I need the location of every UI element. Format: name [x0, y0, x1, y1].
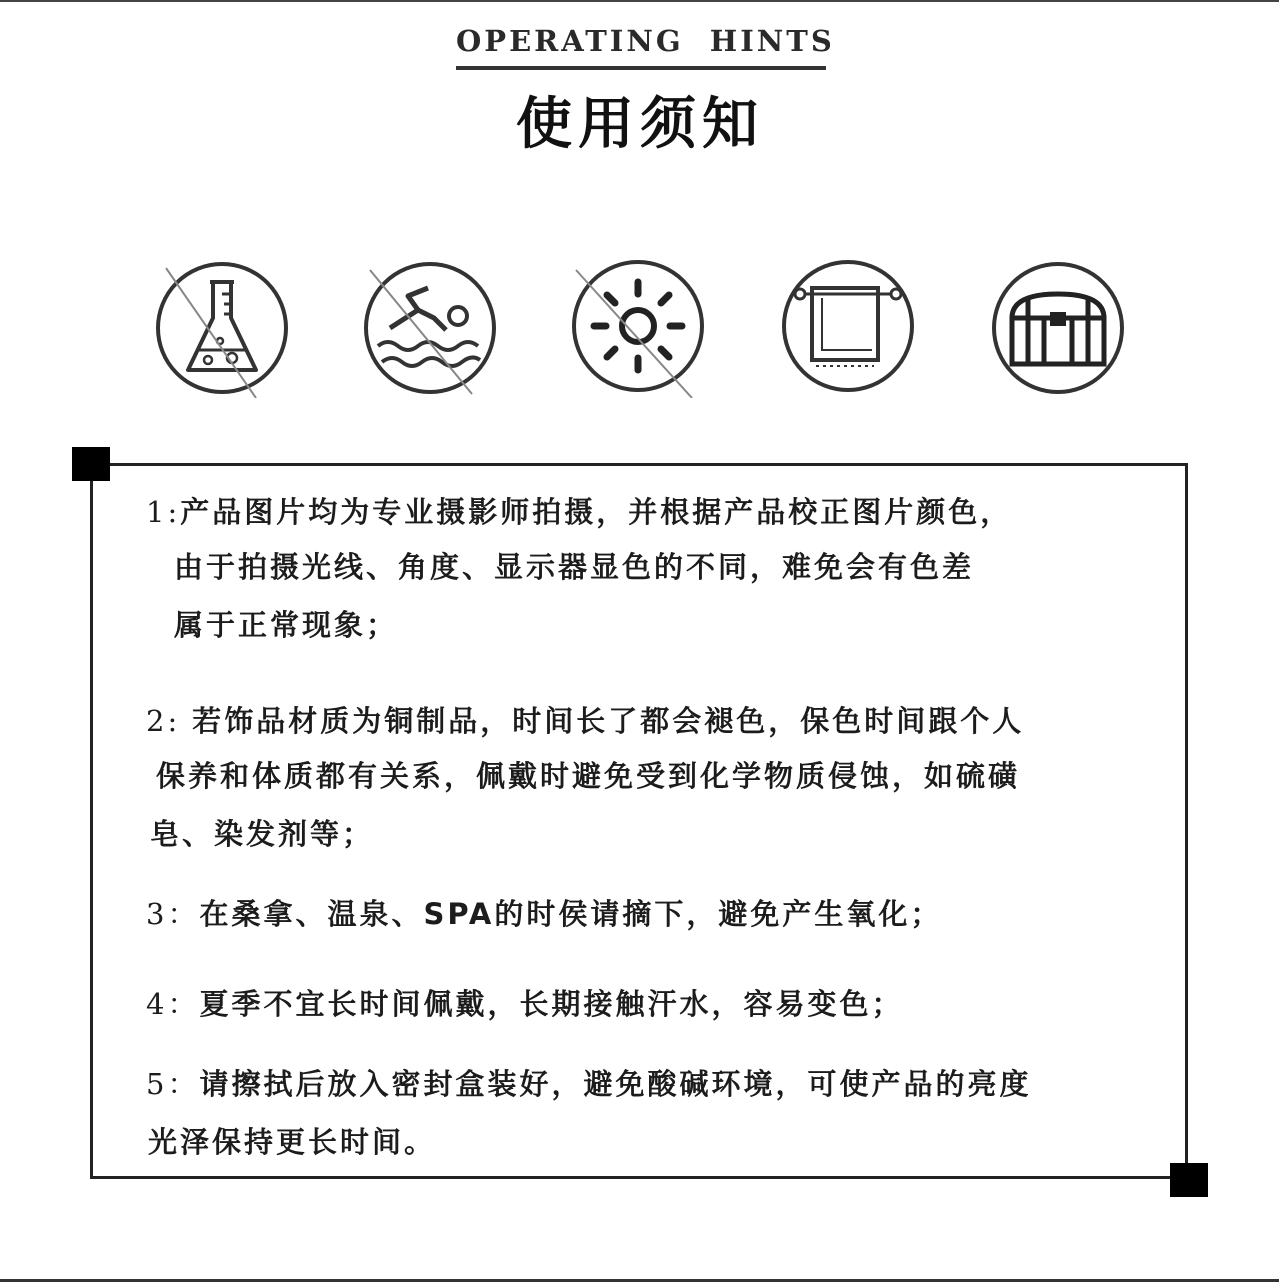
note-5-number: 5： [146, 1067, 200, 1101]
header-title-en: OPERATING HINTS [456, 24, 835, 58]
bottom-border [0, 1279, 1279, 1282]
note-4-line-1: 4：夏季不宜长时间佩戴，长期接触汗水，容易变色； [146, 987, 904, 1021]
note-1-line-3: 属于正常现象； [174, 608, 399, 642]
note-5-line-2: 光泽保持更长时间。 [148, 1125, 437, 1159]
note-3-number: 3： [146, 897, 200, 931]
header-divider [456, 66, 826, 70]
note-5-line-1: 5：请擦拭后放入密封盒装好，避免酸碱环境，可使产品的亮度 [146, 1067, 1032, 1101]
note-1-number: 1: [146, 495, 181, 529]
towel-wipe-icon [778, 258, 918, 398]
storage-box-icon [988, 258, 1128, 398]
no-sunlight-icon [568, 258, 708, 398]
no-chemicals-icon [152, 258, 292, 398]
note-2-number: 2: [146, 704, 181, 738]
note-3-line-1: 3：在桑拿、温泉、SPA的时侯请摘下，避免产生氧化； [146, 897, 943, 931]
note-4-number: 4： [146, 987, 200, 1021]
note-2-line-3: 皂、染发剂等； [150, 817, 375, 851]
corner-marker-bottom-right [1170, 1163, 1208, 1197]
note-1-line-1: 1:产品图片均为专业摄影师拍摄，并根据产品校正图片颜色， [146, 495, 1013, 529]
note-2-line-1: 2: 若饰品材质为铜制品，时间长了都会褪色，保色时间跟个人 [146, 704, 1025, 738]
no-swimming-icon [360, 258, 500, 398]
corner-marker-top-left [72, 447, 110, 481]
note-1-line-2: 由于拍摄光线、角度、显示器显色的不同，难免会有色差 [174, 550, 975, 584]
note-2-line-2: 保养和体质都有关系，佩戴时避免受到化学物质侵蚀，如硫磺 [156, 759, 1021, 793]
top-border [0, 0, 1279, 2]
header-title-zh: 使用须知 [516, 92, 764, 157]
